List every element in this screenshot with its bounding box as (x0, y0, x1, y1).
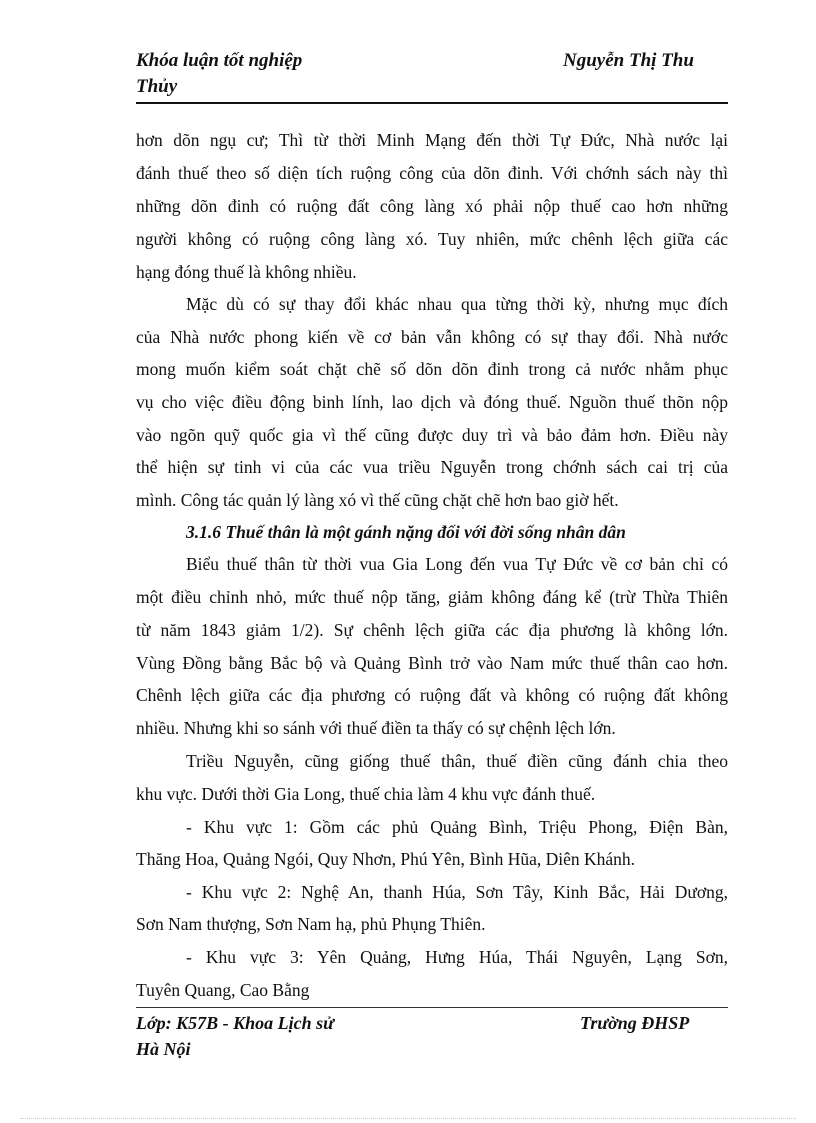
body-line: Biểu thuế thân từ thời vua Gia Long đến vua Tự Đức về cơ bản chỉ có (186, 554, 728, 574)
header-author-name: Nguyễn Thị Thu (563, 50, 694, 71)
body-line: hạng đóng thuế là không nhiều. (136, 262, 357, 282)
footer-city: Hà Nội (136, 1039, 191, 1059)
body-line: một điều chỉnh nhỏ, mức thuế nộp tăng, giảm không đáng kể (trừ Thừa Thiên (136, 587, 728, 607)
body-line: Sơn Nam thượng, Sơn Nam hạ, phủ Phụng Thiên. (136, 914, 486, 934)
body-line: Mặc dù có sự thay đổi khác nhau qua từng thời kỳ, nhưng mục đích (186, 294, 728, 314)
bullet-line: - Khu vực 2: Nghệ An, thanh Húa, Sơn Tây, Kinh Bắc, Hải Dương, (186, 882, 728, 902)
page-edge-dotted-line (20, 1118, 796, 1119)
body-line: mình. Công tác quản lý làng xó vì thế cũng chặt chẽ hơn bao giờ hết. (136, 490, 619, 510)
footer-divider (136, 1007, 728, 1008)
body-line: Chênh lệch giữa các địa phương có ruộng đất và không có ruộng đất không (136, 685, 728, 705)
body-line: những dõn đinh có ruộng đất công làng xó phải nộp thuế cao hơn những (136, 196, 728, 216)
body-line: nhiều. Nhưng khi so sánh với thuế điền ta thấy có sự chệnh lệch lớn. (136, 718, 616, 738)
body-line: từ năm 1843 giảm 1/2). Sự chênh lệch giữa các địa phương là không lớn. (136, 620, 728, 640)
body-line: Tuyên Quang, Cao Bằng (136, 980, 310, 1000)
header-divider (136, 102, 728, 104)
bullet-line: - Khu vực 3: Yên Quảng, Hưng Húa, Thái Nguyên, Lạng Sơn, (186, 947, 728, 967)
body-line: người không có ruộng công làng xó. Tuy nhiên, mức chênh lệch giữa các (136, 229, 728, 249)
body-line: đánh thuế theo số diện tích ruộng công của dõn đinh. Với chớnh sách này thì (136, 163, 728, 183)
body-line: hơn dõn ngụ cư; Thì từ thời Minh Mạng đến thời Tự Đức, Nhà nước lại (136, 130, 728, 150)
header-thesis-label: Khóa luận tốt nghiệp (136, 50, 303, 71)
body-line: của Nhà nước phong kiến về cơ bản vẫn không có sự thay đổi. Nhà nước (136, 327, 728, 347)
body-line: khu vực. Dưới thời Gia Long, thuế chia làm 4 khu vực đánh thuế. (136, 784, 596, 804)
bullet-line: - Khu vực 1: Gồm các phủ Quảng Bình, Triệu Phong, Điện Bàn, (186, 817, 728, 837)
footer-class-label: Lớp: K57B - Khoa Lịch sử (136, 1013, 334, 1033)
body-line: Triều Nguyễn, cũng giống thuế thân, thuế điền cũng đánh chia theo (186, 751, 728, 771)
body-line: mong muốn kiểm soát chặt chẽ số dõn dõn đinh trong cả nước nhằm phục (136, 359, 728, 379)
footer-school: Trường ĐHSP (580, 1013, 690, 1033)
body-line: vụ cho việc điều động binh lính, lao dịch và đóng thuế. Nguồn thuế thõn nộp (136, 392, 728, 412)
body-line: thể hiện sự tinh vi của các vua triều Nguyễn trong chớnh sách cai trị của (136, 457, 728, 477)
body-line: Thăng Hoa, Quảng Ngói, Quy Nhơn, Phú Yên, Bình Hũa, Diên Khánh. (136, 849, 636, 869)
header-author-lastname: Thủy (136, 76, 178, 97)
section-heading: 3.1.6 Thuế thân là một gánh nặng đối với đời sống nhân dân (186, 522, 626, 542)
body-line: Vùng Đồng bằng Bắc bộ và Quảng Bình trở vào Nam mức thuế thân cao hơn. (136, 653, 728, 673)
body-line: vào ngõn quỹ quốc gia vì thế cũng được duy trì và bảo đảm hơn. Điều này (136, 425, 728, 445)
